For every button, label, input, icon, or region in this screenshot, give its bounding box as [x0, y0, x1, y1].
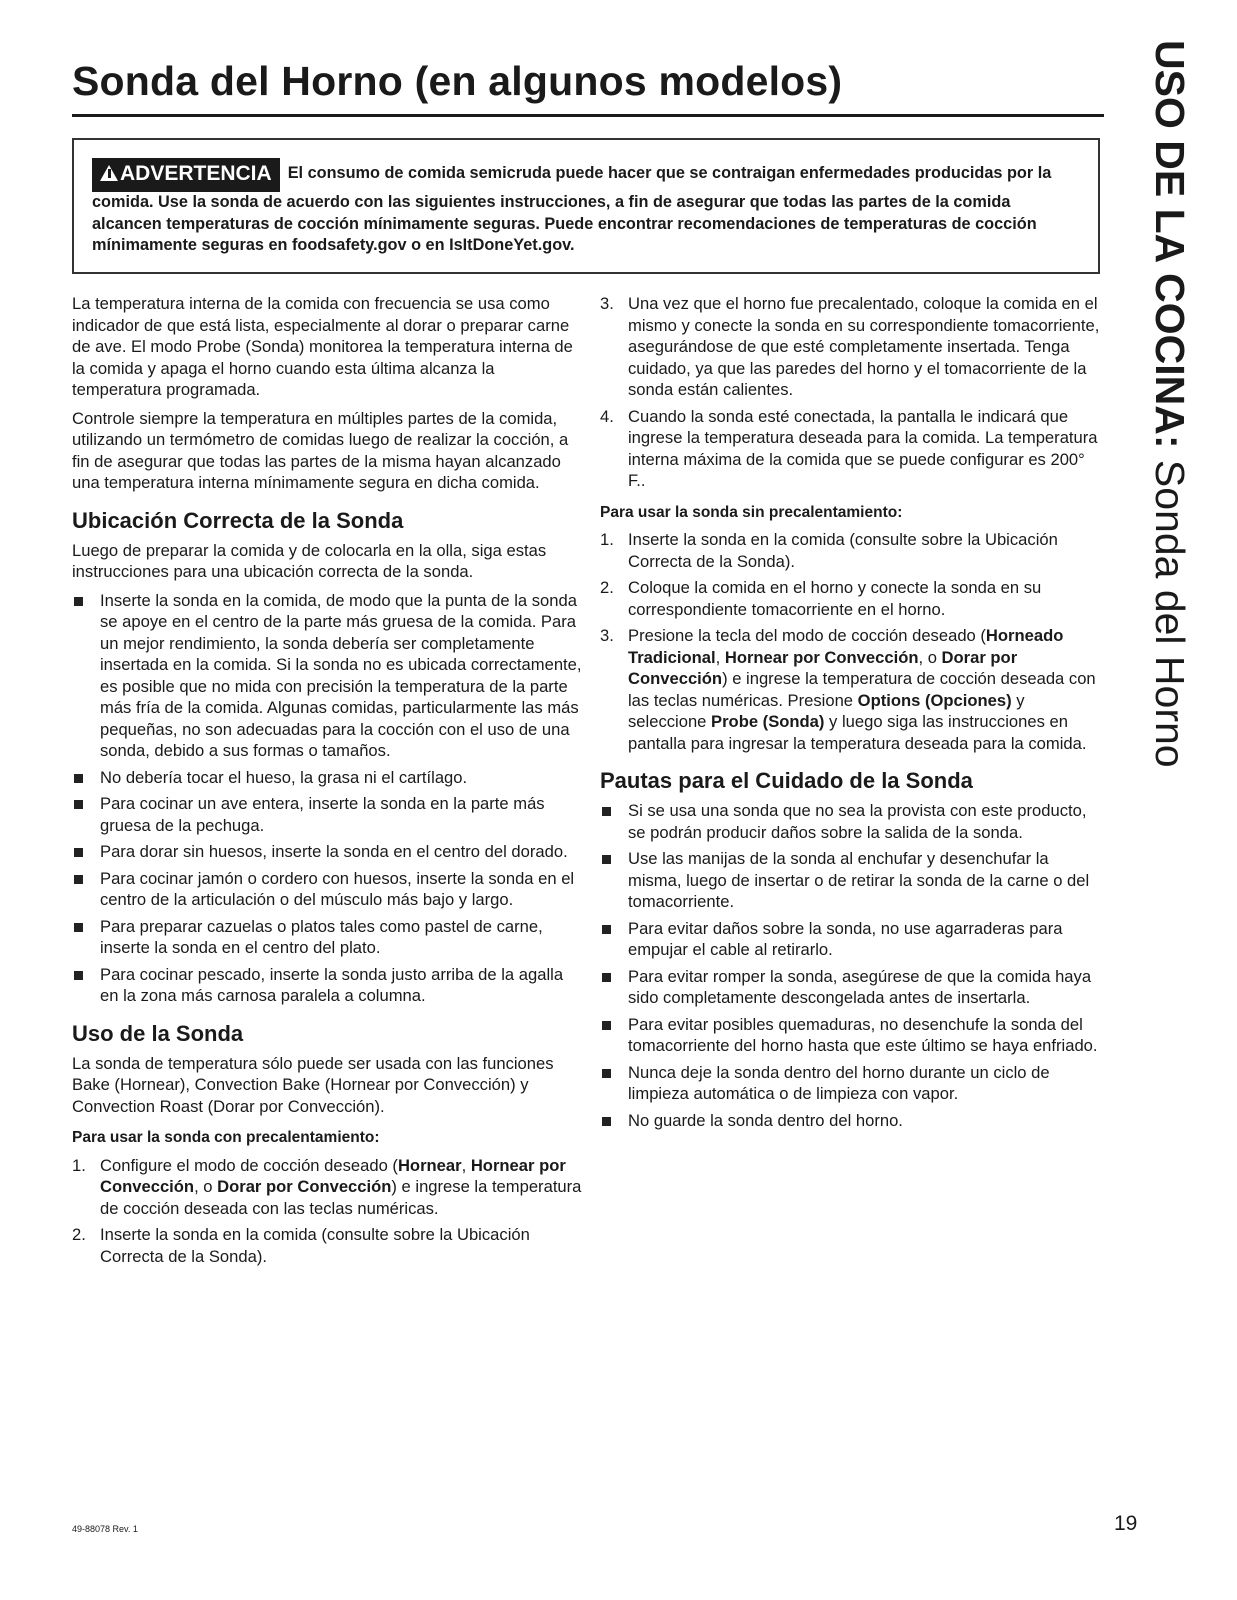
list-item: Para evitar romper la sonda, asegúrese de que la comida haya sido completamente descongelada antes de insertarla. [600, 966, 1105, 1009]
list-item: 2. Inserte la sonda en la comida (consulte sobre la Ubicación Correcta de la Sonda). [72, 1225, 530, 1266]
list-item: 3. Una vez que el horno fue precalentado, coloque la comida en el mismo y conecte la sonda en su correspondiente tomacorriente, asegurándose de que esté completamente insertada. Tenga cuidado, ya que las paredes del horno y el tomacorriente de la sonda están calientes. [600, 294, 1100, 399]
side-tab-section: USO DE LA COCINA: [1147, 40, 1193, 449]
page-title: Sonda del Horno (en algunos modelos) [72, 58, 843, 104]
warning-text: El consumo de comida semicruda puede hacer que se contraigan enfermedades producidas por la comida. Use la sonda de acuerdo con las siguientes instrucciones, a fin de asegurar que todas las partes de la comida alcancen temperaturas de cocción mínimamente seguras. Puede encontrar recomendaciones de temperaturas de cocción mínimamente seguras en foodsafety.gov o en IsItDoneYet.gov. [92, 164, 1052, 254]
right-column [600, 293, 1105, 1136]
list-item: 2. Coloque la comida en el horno y conecte la sonda en su correspondiente tomacorriente en el horno. [600, 578, 1042, 619]
list-item: Para cocinar jamón o cordero con huesos, inserte la sonda en el centro de la articulación o del músculo más bajo y largo. [72, 868, 582, 911]
care-list [600, 800, 1105, 1131]
placement-heading: Ubicación Correcta de la Sonda [72, 507, 404, 533]
side-tab-topic: Sonda del Horno [1147, 448, 1193, 768]
preheat-heading: Para usar la sonda con precalentamiento: [72, 1129, 380, 1146]
list-item: Para evitar posibles quemaduras, no desenchufe la sonda del tomacorriente del horno hasta que este último se haya enfriado. [600, 1014, 1105, 1057]
warning-badge-label: ADVERTENCIA [120, 162, 272, 185]
list-item: Nunca deje la sonda dentro del horno durante un ciclo de limpieza automática o de limpieza con vapor. [600, 1062, 1105, 1105]
intro-paragraph-2: Controle siempre la temperatura en múltiples partes de la comida, utilizando un termómetro de comidas luego de realizar la cocción, a fin de asegurar que todas las partes de la misma hayan alcanzado una temperatura interna mínimamente segura en dicha comida. [72, 408, 569, 492]
no-preheat-heading: Para usar la sonda sin precalentamiento: [600, 503, 903, 521]
warning-triangle-icon [100, 165, 118, 181]
placement-list [72, 590, 582, 1007]
list-item: 1. Inserte la sonda en la comida (consulte sobre la Ubicación Correcta de la Sonda). [600, 530, 1058, 571]
no-preheat-steps [600, 529, 1105, 754]
list-item: 4. Cuando la sonda esté conectada, la pantalla le indicará que ingrese la temperatura deseada para la comida. La temperatura interna máxima de la comida que se puede configurar es 200° F.. [600, 406, 1098, 490]
preheat-steps-right [600, 293, 1105, 492]
list-item: Para cocinar pescado, inserte la sonda justo arriba de la agalla en la zona más carnosa paralela a columna. [72, 964, 582, 1007]
title-divider [72, 114, 1104, 117]
list-item: No guarde la sonda dentro del horno. [600, 1110, 1105, 1132]
list-item: Si se usa una sonda que no sea la provista con este producto, se podrán producir daños sobre la salida de la sonda. [600, 800, 1105, 843]
usage-intro: La sonda de temperatura sólo puede ser usada con las funciones Bake (Hornear), Convection Bake (Hornear por Convección) y Convection Roast (Dorar por Convección). [72, 1053, 554, 1116]
care-heading: Pautas para el Cuidado de la Sonda [600, 768, 973, 793]
list-item: 3. Presione la tecla del modo de cocción deseado (Horneado Tradicional, Hornear por Convección, o Dorar por Convección) e ingrese la temperatura de cocción deseada con las teclas numéricas. Presione Options (Opciones) y seleccione Probe (Sonda) y luego siga las instrucciones en pantalla para ingresar la temperatura deseada para la comida. [600, 626, 1096, 753]
intro-paragraph-1: La temperatura interna de la comida con frecuencia se usa como indicador de que está lista, especialmente al dorar o preparar carne de ave. El modo Probe (Sonda) monitorea la temperatura interna de la comida y apaga el horno cuando esta última alcanza la temperatura programada. [72, 294, 573, 399]
usage-heading: Uso de la Sonda [72, 1020, 244, 1046]
list-item: No debería tocar el hueso, la grasa ni el cartílago. [72, 767, 582, 789]
page-number: 19 [1114, 1512, 1138, 1535]
list-item: Use las manijas de la sonda al enchufar y desenchufar la misma, luego de insertar o de retirar la sonda de la carne o del tomacorriente. [600, 848, 1105, 913]
list-item: Para evitar daños sobre la sonda, no use agarraderas para empujar el cable al retirarlo. [600, 918, 1105, 961]
section-side-tab [1148, 40, 1196, 800]
warning-badge [92, 158, 280, 192]
list-item: Para preparar cazuelas o platos tales como pastel de carne, inserte la sonda en el centro del plato. [72, 916, 582, 959]
placement-intro: Luego de preparar la comida y de colocarla en la olla, siga estas instrucciones para una ubicación correcta de la sonda. [72, 540, 547, 581]
document-code: 49-88078 Rev. 1 [72, 1524, 138, 1534]
list-item: 1. Configure el modo de cocción deseado (Hornear, Hornear por Convección, o Dorar por Convección) e ingrese la temperatura de cocción deseada con las teclas numéricas. [72, 1155, 582, 1218]
list-item: Inserte la sonda en la comida, de modo que la punta de la sonda se apoye en el centro de la parte más gruesa de la comida. Para un mejor rendimiento, la sonda debería ser completamente insertada en la comida. Si la sonda no es ubicada correctamente, es posible que no mida con precisión la temperatura de la parte más fría de la comida. Algunas comidas, particularmente las más pequeñas, no son adecuadas para la cocción con el uso de una sonda, debido a sus formas o tamaños. [72, 590, 582, 762]
list-item: Para cocinar un ave entera, inserte la sonda en la parte más gruesa de la pechuga. [72, 793, 582, 836]
left-column [72, 293, 582, 1272]
preheat-steps-left [72, 1155, 582, 1268]
warning-box [72, 138, 1100, 274]
list-item: Para dorar sin huesos, inserte la sonda en el centro del dorado. [72, 841, 582, 863]
